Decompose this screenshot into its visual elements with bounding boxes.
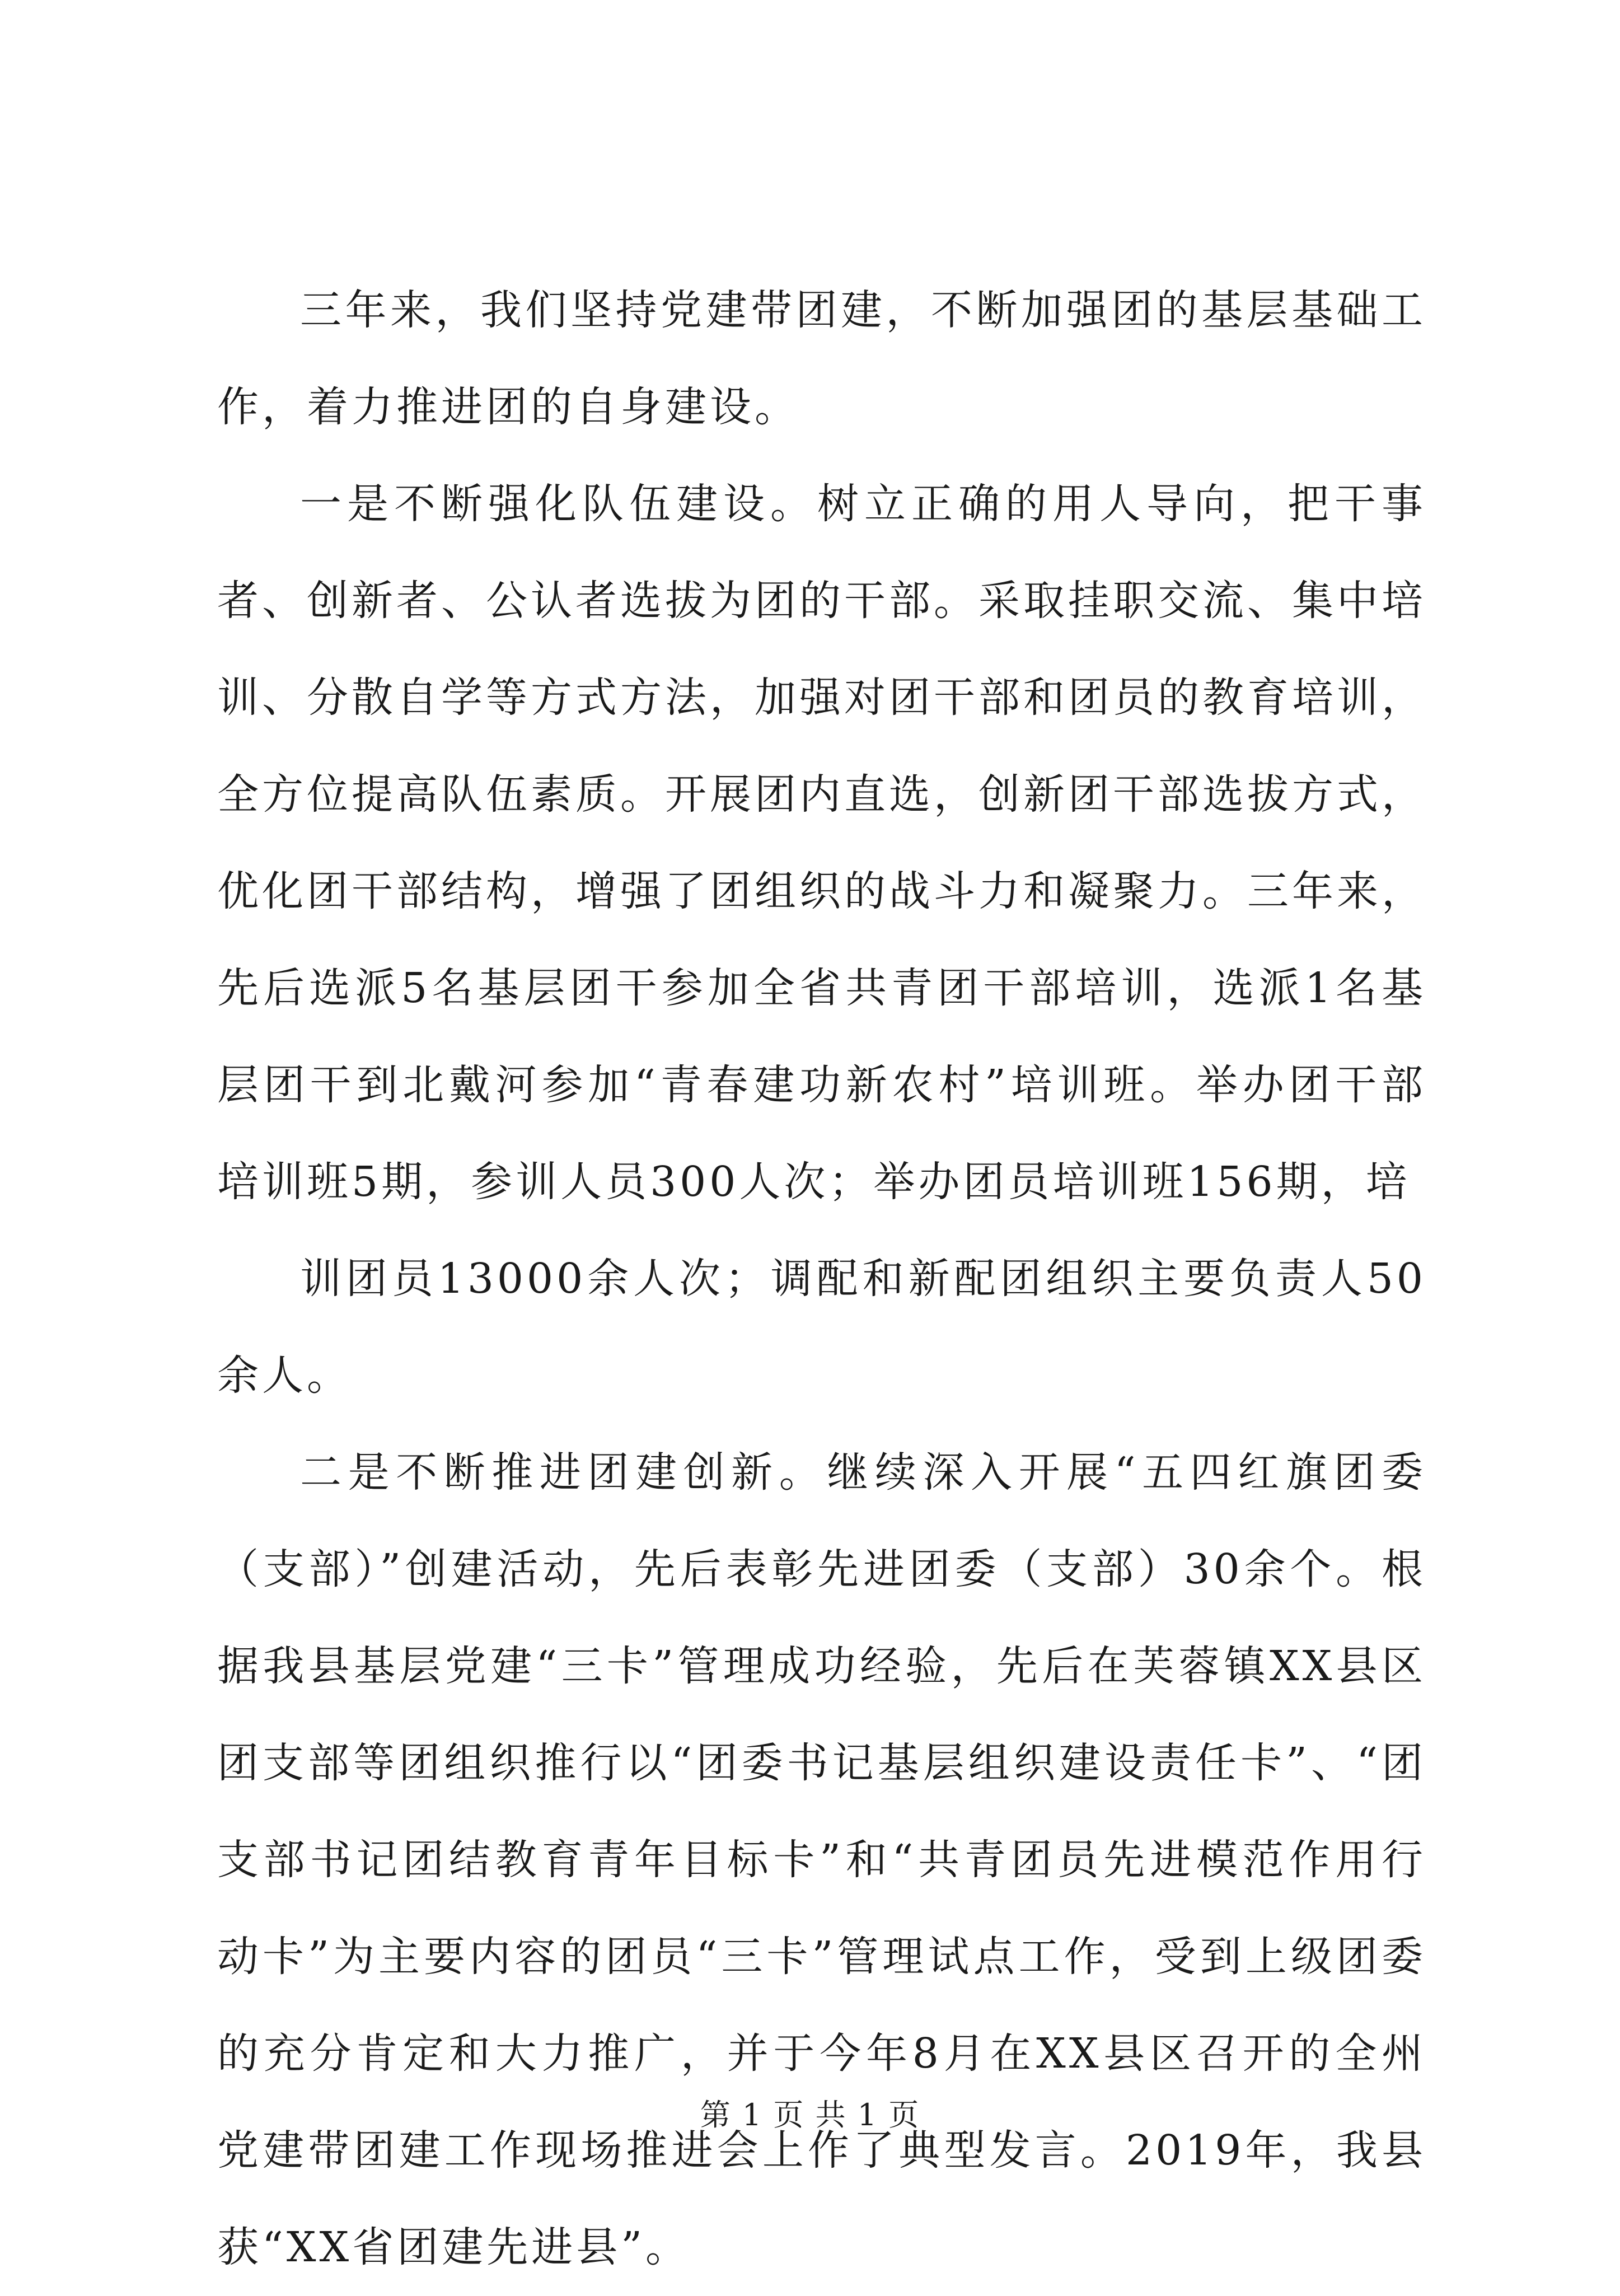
paragraph-intro: 三年来，我们坚持党建带团建，不断加强团的基层基础工作，着力推进团的自身建设。 <box>217 286 1426 431</box>
paragraph-innovation: 二是不断推进团建创新。继续深入开展“五四红旗团委（支部）”创建活动，先后表彰先进团委（支部）30余个。根据我县基层党建“三卡”管理成功经验，先后在芙蓉镇XX县区团支部等团组织推行以“团委书记基层组织建设责任卡”、“团支部书记团结教育青年目标卡”和“共青团员先进模范作用行动卡”为主要内容的团员“三卡”管理试点工作，受到上级团委的充分肯定和大力推广，并于今年8月在XX县区召开的全州党建带团建工作现场推进会上作了典型发言。2019年，我县获“XX省团建先进县”。 <box>217 1448 1426 2271</box>
document-body <box>217 262 1426 2296</box>
paragraph-team-building: 一是不断强化队伍建设。树立正确的用人导向，把干事者、创新者、公认者选拔为团的干部。采取挂职交流、集中培训、分散自学等方式方法，加强对团干部和团员的教育培训，全方位提高队伍素质。开展团内直选，创新团干部选拔方式，优化团干部结构，增强了团组织的战斗力和凝聚力。三年来，先后选派5名基层团干参加全省共青团干部培训，选派1名基层团干到北戴河参加“青春建功新农村”培训班。举办团干部培训班5期，参训人员300人次；举办团员培训班156期，培 <box>217 480 1426 1206</box>
paragraph-training-continued: 训团员13000余人次；调配和新配团组织主要负责人50余人。 <box>217 1255 1426 1400</box>
page-number-footer: 第 1 页 共 1 页 <box>700 2097 920 2133</box>
